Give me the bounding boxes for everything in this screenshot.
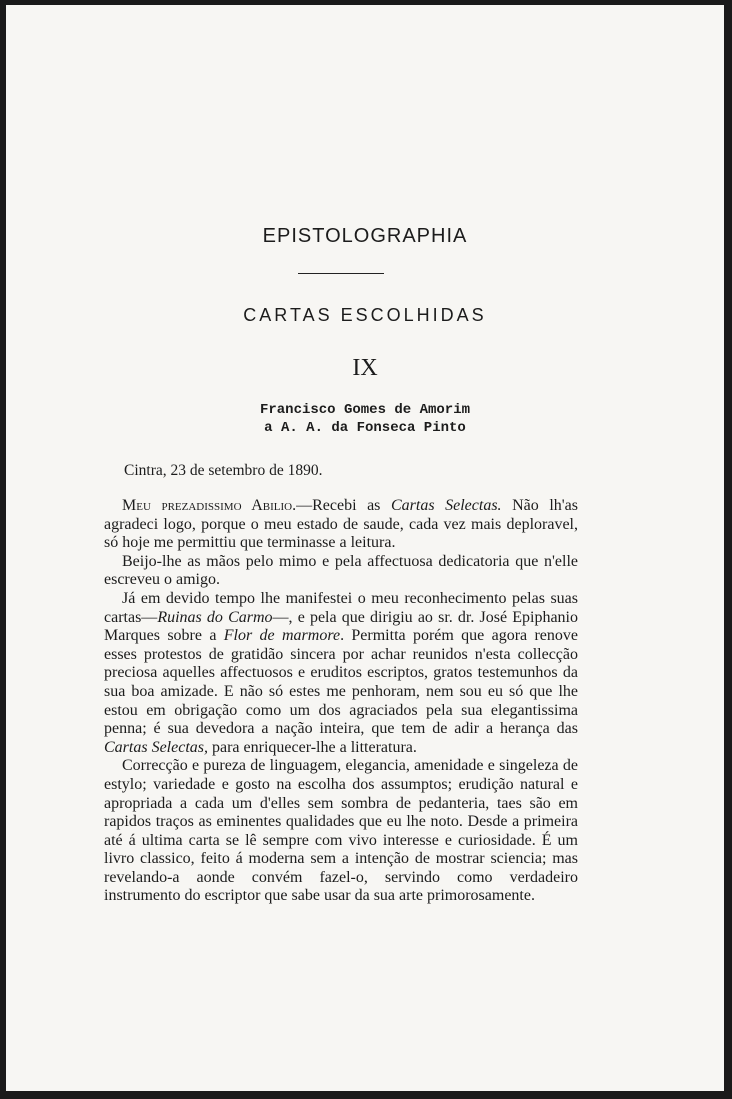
letter-header <box>6 401 724 437</box>
title-divider <box>298 273 384 274</box>
paragraph-3-text-b: —, e pela que dirigiu ao sr. dr. José Epiphanio Marques sobre a <box>104 608 578 645</box>
paragraph-4: Correcção e pureza de linguagem, elegancia, amenidade e singeleza de estylo; variedade e gosto na escolha dos assumptos; erudição natural e apropriada a cada um d'elles sem sombra de pedanteria, taes são em rapidos traços as eminentes qualidades que eu lhe noto. Desde a primeira até á ultima carta se lê sempre com vivo interesse e curiosidade. É um livro classico, feito á moderna sem a intenção de mostrar sciencia; mas revelando-a aonde convém fazel-o, servindo como verdadeiro instrumento do escriptor que sabe usar da sua arte primorosamente. <box>104 757 578 905</box>
letter-body <box>104 497 578 906</box>
section-title: EPISTOLOGRAPHIA <box>262 225 468 247</box>
section-subtitle: CARTAS ESCOLHIDAS <box>243 305 487 325</box>
paragraph-3 <box>104 590 578 757</box>
paragraph-1 <box>104 497 578 553</box>
book-page <box>6 5 724 1091</box>
paragraph-3-text-c: . Permitta porém que agora renove esses protestos de gratidão sincera por achar reunidos n'esta collecção preciosa aquelles affectuosos e eruditos escriptos, gratos testemunhos da sua boa amizade. E não só estes me penhoram, nem sou eu só que lhe estou em obrigação como um dos agraciados pela sua elegantissima penna; é sua devedora a nação inteira, que tem de adir a herança das <box>104 627 579 738</box>
work-title-cartas: Cartas Selectas, <box>104 738 208 756</box>
dateline: Cintra, 23 de setembro de 1890. <box>124 462 323 479</box>
letter-author: Francisco Gomes de Amorim <box>259 402 471 418</box>
letter-recipient: a A. A. da Fonseca Pinto <box>264 420 466 436</box>
book-title: Cartas Selectas. <box>390 497 502 514</box>
work-title-ruinas: Ruinas do Carmo <box>157 608 273 626</box>
paragraph-1-text-b: Não lh'as agradeci logo, porque o meu estado de saude, cada vez mais deploravel, só hoje me permittiu que terminasse a leitura. <box>104 497 578 552</box>
salutation: Meu prezadissimo Abilio. <box>122 497 297 514</box>
paragraph-3-text-d: para enriquecer-lhe a litteratura. <box>208 738 417 756</box>
paragraph-3-text-a: Já em devido tempo lhe manifestei o meu reconhecimento pelas suas cartas— <box>104 589 578 626</box>
page-content <box>6 5 724 1091</box>
paragraph-2: Beijo-lhe as mãos pelo mimo e pela affectuosa dedicatoria que n'elle escreveu o amigo. <box>104 552 578 589</box>
work-title-flor: Flor de marmore <box>223 627 341 645</box>
letter-number: IX <box>352 355 378 381</box>
paragraph-1-text-a: —Recebi as <box>296 497 391 514</box>
